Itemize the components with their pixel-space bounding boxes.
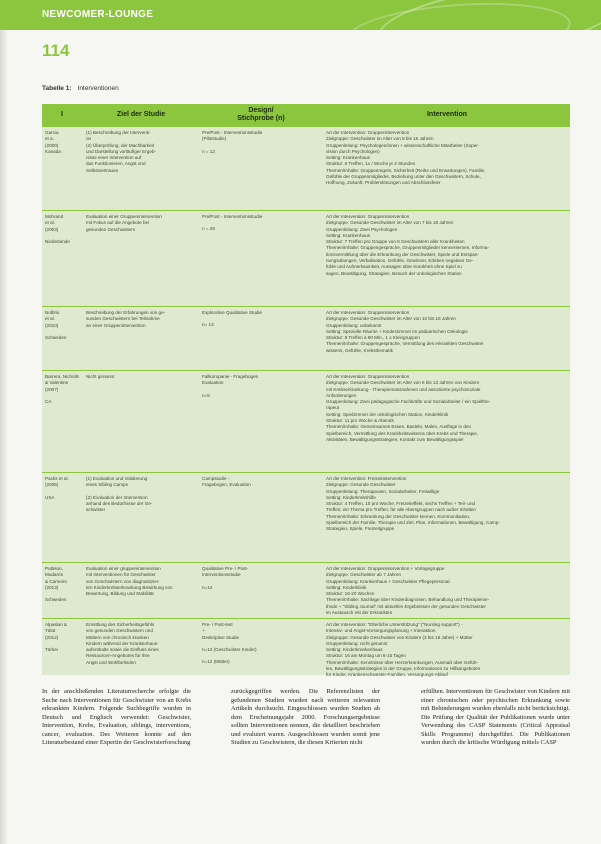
cell-line: Struktur: 16-20 Wochen [326,591,375,597]
cell-line: Mohrand [45,214,64,219]
cell-line: Gefühle der Gruppenmitglieder, Beziehung unter den Geschwistern, Schule, [326,174,481,180]
cell-line: Intensiv- und Angst-Vorsorgungsplanung + Interaktion [326,628,436,634]
cell-line: Gruppenleitung: Therapeuten, Sozialarbeiter, Freiwillige [326,488,440,494]
cell-line: Schweden [45,597,67,603]
cell-line: Gruppenleitung: unbekannt [326,322,382,328]
cell-line: Setting: Kinderklinik [326,584,367,590]
cell-line: Fallkompanie - Fragebogen [202,374,259,379]
cell-line: n = 28 [202,226,215,232]
cell-line: und Darstellung vorläufiger Ergeb- [86,148,156,154]
table-cell-design [202,310,320,329]
section-title: NEWCOMER-LOUNGE [42,9,154,20]
table-cell-author [45,476,81,501]
cell-line: im Austausch mit der Erkrankten [326,610,393,616]
cell-line: n=12 (Geschwister Kinder) [202,646,257,652]
table-cell-design [202,476,320,489]
table-row [42,306,570,371]
cell-line: USA [45,494,55,500]
cell-line: sagen, Bewältigung, Stratagien, Besuch der onkologischen Station [326,270,462,276]
cell-line: Hoffnung, Zukunft, Problemlösungen und Abschlussfeier [326,180,441,186]
cell-line: Müttern von chronisch kranken [86,634,149,640]
cell-line: Pre/Post - Interventionsstudie [202,130,263,135]
cell-line: Zielgruppe: Geschwister ab 7 Jahren [326,572,402,578]
table-cell-aim [86,310,196,329]
table-cell-aim [86,374,196,380]
body-text-column-1: In der anschließenden Literaturrecherche erfolgte die Suche nach Interventionen für Geschwister von an Krebs erkrankten Kindern. Folgende Suchbegriffe wurden in Deutsch und Englisch verwendet: Geschwister, Intervention, Krebs, Evaluation, siblings, interventions, cancer, evaluation. Des Weiteren konnte auf den Literaturbestand einer Expertin der Geschwisterforschung [42,688,191,746]
cell-line: (1) Evaluation und Validierung [86,476,148,481]
cell-line: Angst und Wohlbefinden [86,659,136,665]
table-cell-design [202,622,320,665]
cell-line: Art der Intervention: Gruppenintervention [326,310,410,315]
cell-line: aufenthalte sowie die Einfluss eines [86,647,159,653]
cell-line: Themen/Inhalte: Gruppengespräche, Vermittlung des erkrankten Geschwister [326,341,484,347]
table-cell-author [45,310,81,341]
cell-line: Evaluation [202,380,224,386]
table-header-author: I [61,111,63,118]
body-text-column-3: erfüllten. Interventionen für Geschwister von Kindern mit einer chronischen oder psychischen Erkrankung sowie mit Behinderungen wurden ebenfalls nicht berücksichtigt. Die Prüfung der Qualität der Publikationen wurde unter Verwendung des CASP Statements (Critical Appraisal Skills Programme) durchgeführt. Die Publikationen wurden durch die kritische Würdigung mittels CASP [421,688,570,746]
cell-line: Gruppenleitung: nicht genannt [326,640,388,646]
cell-line: Themen/Inhalte: Gruppengespräche, Gruppenmitglieder kennenlernen, Informa- [326,245,489,251]
interventions-table [42,104,570,678]
cell-line: tionsvermittlung über die Erkrankung der Geschwister, Spiele und Entspan- [326,251,479,257]
table-cell-aim [86,476,196,513]
table-row [42,562,570,619]
table-caption-label: Tabelle 1: [42,85,72,92]
cell-line: Packs et al. [45,476,69,481]
table-cell-intervention [326,622,566,679]
cell-line: Anforderungen [326,392,357,398]
cell-line: das Funktionieren, Angst und [86,161,146,167]
cell-line: (2012) [45,634,59,640]
table-header-design: Design/ Stichprobe (n) [237,107,285,122]
table-header-intervention: Intervention [426,111,468,118]
cell-line: Tülüt [45,628,56,634]
table-header-row [42,104,570,126]
cell-line: Gruppenleitung: Psychologen/innen + wissenschaftliche Mitarbeiter (Super- [326,142,480,148]
cell-line: et a. [45,136,54,142]
cell-line: Explorative Qualitative Studie [202,310,263,315]
cell-line: Alpaslan & [45,622,67,627]
cell-line: Niederlande [45,238,70,244]
cell-line: Zielgruppe: Gesunde Geschwister im Alter von 6 bis 13 Jahren von Kindern [326,380,480,386]
cell-line: len, Bewältigungsstrategien in der Gruppe, Informationen zu Hilfsangeboten [326,666,481,672]
cell-line: rapeut [326,405,340,411]
cell-line: (2010) [45,322,59,328]
cell-line: Nolbris [45,310,60,315]
cell-line: eines Sibling Camps [86,482,128,488]
table-cell-design [202,566,320,591]
cell-line: von Geschwistern von diagnostizier- [86,578,160,584]
cell-line: Setting: Kinderkrankenhaus [326,647,383,653]
table-cell-aim [86,566,196,597]
cell-line: Setting: Krankenhaus [326,155,370,161]
cell-line: Themen/Inhalte: Kenntnisse über Herzerkrankungen, Ausmaß über Gefüh- [326,659,478,665]
cell-line: mit Krebserkrankung - Therapiemassnahmen und assoziierte psychosoziale [326,386,481,392]
cell-line: Ermittlung des Sicherheitsgefühls [86,622,155,627]
cell-line: Art der Intervention: "Elterliche Unterstützung" ("Nursing support") - [326,622,463,627]
cell-line: Zielgruppe: Gesunde Geschwister von Kindern (3 bis 18 Jahre) + Mütter [326,634,473,640]
cell-line: Garcia [45,130,59,135]
table-cell-intervention [326,214,566,277]
cell-line: n=5 [202,392,210,398]
cell-line: Spielbereich, Vermittlung des Krankheitswissens über Krebs und Therapie, [326,430,479,436]
table-header-aim: Ziel der Studie [116,111,166,118]
cell-line: Schweden [45,334,67,340]
cell-line: Beschreibung der Erfahrungen von ge- [86,310,166,315]
cell-line: fühle und Aufmerksamkeit, Aussagen über Krankheit ohne Spiel zu [326,264,462,270]
cell-line: (2013) [45,584,59,590]
section-header-bar [0,0,601,30]
table-cell-design [202,374,320,399]
cell-line: Setting: Spezielle Räume + Kinderzimmer im pädiatrischen Onkologie [326,328,468,334]
cell-line: (1) Beschreibung der Interventi- [86,130,151,135]
cell-line: gesunden Geschwistern [86,226,136,232]
cell-line: von gesunden Geschwistern und [86,628,153,634]
cell-line: (2) Evaluation der Intervention [86,494,148,500]
cell-line: Zielgruppe: Gesunde Geschwister im Alter von 10 bis 16 Jahren [326,316,456,322]
cell-line: Setting: Kinderkrebshilfe [326,494,376,500]
cell-line: Treffen; ein Thema pro Treffen, für alle Altersgruppen nach außer Inhalten [326,507,476,513]
page-binding-shadow [0,0,8,844]
cell-line: Ressourcen-Angebotes für ihre [86,653,150,659]
cell-line: Art der Intervention: Gruppenintervention [326,374,410,379]
cell-line: (2000) [45,142,59,148]
cell-line: n=12 (Mütter) [202,659,230,665]
table-cell-intervention [326,130,566,187]
cell-line: n= 13 [202,322,214,328]
cell-line: Evaluation einer gruppenintervention [86,566,161,571]
table-cell-design [202,214,320,233]
table-row [42,618,570,676]
cell-line: n=14 [202,584,213,590]
cell-line: vision durch Psychologen) [326,148,380,154]
cell-line: Art der Intervention: Gruppenintervention [326,214,410,219]
cell-line: (2005) [45,482,59,488]
table-cell-intervention [326,566,566,616]
cell-line: n = 12 [202,148,215,154]
cell-line: wissens, Gefühle, Krebsthematik [326,347,393,353]
cell-line: schwister [86,507,106,513]
cell-line: Zielgruppe: Geschwister im Alter von 8 bis 16 Jahren [326,136,434,142]
cell-line: Evaluation einer Gruppenintervention [86,214,162,219]
table-cell-design [202,130,320,155]
cell-line: Gruppenleitung: Zwei Psychologen [326,226,398,232]
cell-line: & Carneiro [45,578,67,584]
cell-line: Bewertung, Bildung und Stabilität [86,591,154,597]
table-row [42,370,570,473]
cell-line: Gruppenleitung: Zwei pädagogische Fachkräfte und Sozialarbeiter / ein Spielthe- [326,399,491,405]
cell-line: Art der Intervention: Gruppenintervention [326,130,410,135]
cell-line: + [202,628,205,634]
cell-line: Kindern während der Krankenhaus- [86,640,159,646]
cell-line: Zielgruppe: Gesunde Geschwister im Alter von 7 bis 18 Jahren [326,220,454,226]
cell-line: mit Fokus auf die Angebote bei [86,220,150,226]
cell-line: Qualitative Pre- / Post- [202,566,249,571]
cell-line: Themen/Inhalte: Sachlage über Kinderdiagnosen, Behandlung und Therapieme- [326,597,490,603]
cell-line: für Kinder, Krankenschwester-Familien, Versorgungs-Ablauf [326,672,448,678]
table-cell-intervention [326,374,566,443]
cell-line: Struktur: 6 Treffen, 1x / Woche je 2 Stunden [326,161,416,167]
cell-line: Pattison, Mudarris [45,566,63,578]
cell-line: Pre- / Post-test [202,622,233,627]
cell-line: (2003) [45,226,59,232]
table-cell-author [45,130,81,155]
cell-line: Deskriptive Studie [202,634,240,640]
page-number: 114 [42,41,70,60]
cell-line: Nicht genannt [86,374,115,379]
cell-line: nungsübungen, Verbalisation, Gefühle, Gewinner, Erleben negativer Ge- [326,258,474,264]
cell-line: thode + "Sibling Journal" mit aktuellen Ergebnissen der gesunden Geschwister [326,603,486,609]
cell-line: Struktur: 7 Treffen pro Gruppe von 8 Geschwistern aller Krankheiten [326,239,465,245]
cell-line: Aktivitäten, Bewältigungsstrategien, Kontakt zum Bewältigungsspiel [326,436,464,442]
cell-line: anhand des Bedürfnisse der Ge- [86,500,153,506]
table-cell-aim [86,622,196,666]
cell-line: Spielbereich der Familie, Therapie und Ziel, Plan, Informationen, Bewältigung, Camp- [326,520,500,526]
cell-line: Barrera, Nicholls [45,374,79,379]
cell-line: Art der Intervention: Gruppenintervention + Vorlagegruppe [326,566,445,571]
cell-line: Kanada [45,148,61,154]
table-cell-intervention [326,476,566,533]
cell-line: (2) Überprüfung, der Machbarkeit [86,142,154,148]
cell-line: Themen/Inhalte: Gruppenregeln, Sicherheit (Reihe und Erwartungen), Familie, [326,167,486,173]
cell-line: Interventionsstudie [202,572,241,578]
cell-line: nisse einer Intervention auf [86,155,142,161]
cell-line: (Pilotstudie) [202,136,227,142]
table-row [42,210,570,307]
cell-line: Struktur: 4 Treffen, 10 pro Woche, Freizeiteffekt, sechs Treffen + Teil- und [326,501,476,507]
cell-line: an einer Gruppenintervention [86,322,146,328]
cell-line: & Valentine [45,380,69,386]
cell-line: Art der Intervention: Freizeitintervention [326,476,407,481]
table-row [42,126,570,211]
cell-line: Pre/Post - Interventionsstudie [202,214,263,219]
table-cell-aim [86,130,196,174]
cell-line: Strategien, Spiele, Freizeitgruppe [326,526,395,532]
table-cell-author [45,566,81,603]
cell-line: Themen/Inhalte: Erkrankung der Geschwister kennen, Kommunikation, [326,513,471,519]
cell-line: Setting: Spielzimmer der onkologischen Station, Kinderklinik [326,411,449,417]
table-cell-aim [86,214,196,233]
cell-line: Struktur: 11 pro Woche & Abends [326,418,394,424]
cell-line: ten Kinderkrebserkrankung Bewirkung von [86,584,173,590]
cell-line: Fragebogen, Evaluation [202,482,251,488]
cell-line: Setting: Krankenhaus [326,232,370,238]
table-cell-intervention [326,310,566,354]
cell-line: (2007) [45,386,59,392]
cell-line: Selbstvertrauen [86,167,119,173]
body-text-column-2: zurückgegriffen werden. Die Referenzlisten der gefundenen Studien wurden nach weiteren relevanten Artikeln durchsucht. Eingeschlossen wurden Studien ab dem Erscheinungsjahr 2000. Forschungsergebnisse sollten Interventionen nennen, die detailliert beschrieben und evaluiert waren. Ausgeschlossen wurden somit jene Studien zu Geschwistern, die diesen Kriterien nicht [231,688,380,746]
cell-line: on [86,136,92,142]
table-cell-author [45,622,81,653]
cell-line: Türkei [45,646,58,652]
table-cell-author [45,214,81,245]
cell-line: CA [45,398,52,404]
table-cell-author [45,374,81,405]
cell-line: et al. [45,316,55,322]
cell-line: et al. [45,220,55,226]
cell-line: Campstudie - [202,476,230,481]
cell-line: Themen/Inhalte: Gemeinsames Essen, Basteln, Malen, Ausflüge in den [326,424,472,430]
table-caption-text: Interventionen [77,85,119,92]
cell-line: sunden Geschwistern bei Teilnahme [86,316,160,322]
table-caption [42,85,119,92]
cell-line: mit Interventionen für Geschwister [86,572,156,578]
cell-line: Zielgruppe: Gesunde Geschwister [326,482,396,488]
cell-line: Struktur: 8 Treffen à 90 Min., 1 x Kleingruppen [326,335,420,341]
cell-line: Struktur: 16 am Montag um 6-15 Tagen [326,653,406,659]
cell-line: Gruppenleitung: Krankenhaus + Geschwister Pflegepersonal [326,578,450,584]
table-row [42,472,570,563]
